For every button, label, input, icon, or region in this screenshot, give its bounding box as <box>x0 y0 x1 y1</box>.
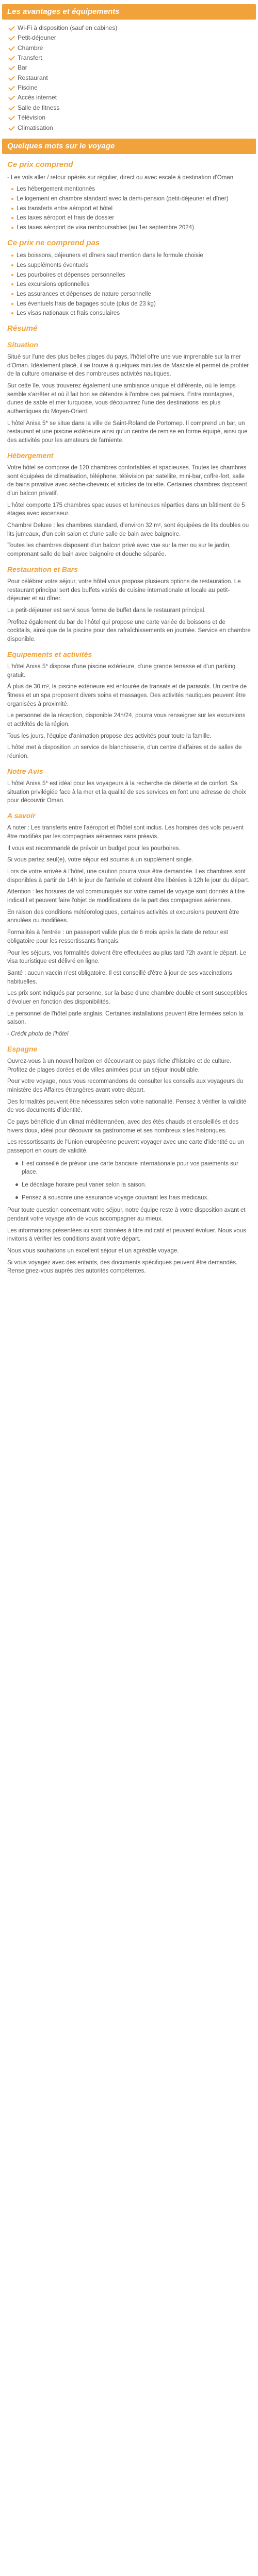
paragraph: Toutes les chambres disposent d'un balcon privé avec vue sur la mer ou sur le jardin, comprenant salle de bain avec baignoire et douche séparée. <box>7 543 231 558</box>
advantage-item: Piscine <box>8 83 258 92</box>
paragraph: Nous vous souhaitons un excellent séjour et un agréable voyage. <box>7 1247 179 1254</box>
situation-title: Situation <box>7 340 38 349</box>
paragraph: Attention : les horaires de vol communiqués sur votre carnet de voyage sont donnés à titre indicatif et peuvent faire l'objet de modifications de la part des compagnies aériennes. <box>7 889 245 904</box>
hebergement-title: Hébergement <box>7 451 54 460</box>
list-item: Les pourboires et dépenses personnelles <box>17 271 251 280</box>
comprend-intro: - Les vols aller / retour opérés sur régulier, direct ou avec escale à destination d'Oman <box>7 174 234 181</box>
check-icon <box>8 125 14 131</box>
advantages-title: Les avantages et équipements <box>2 4 256 20</box>
comprend-list <box>7 185 251 232</box>
paragraph: L'hôtel Anisa 5* dispose d'une piscine extérieure, d'une grande terrasse et d'un parking gratuit. <box>7 664 236 679</box>
check-icon <box>8 94 14 100</box>
resume-title: Résumé <box>7 324 38 333</box>
paragraph: Des formalités peuvent être nécessaires selon votre nationalité. Pensez à vérifier la validité de vos documents d'identité. <box>7 1098 247 1114</box>
list-item: Les suppléments éventuels <box>17 261 251 270</box>
paragraph: Si vous voyagez avec des enfants, des documents spécifiques peuvent être demandés. Renseignez-vous auprès des autorités compétentes. <box>7 1259 238 1275</box>
paragraph: Ouvrez-vous à un nouvel horizon en découvrant ce pays riche d'histoire et de culture. Profitez de plages dorées et de villes animées pour un séjour inoubliable. <box>7 1058 232 1073</box>
paragraph: Pour votre voyage, nous vous recommandons de consulter les conseils aux voyageurs du ministère des Affaires étrangères avant votre départ. <box>7 1078 244 1093</box>
comprend-title: Ce prix comprend <box>7 160 73 169</box>
restauration-title: Restauration et Bars <box>7 565 78 573</box>
list-item: Le logement en chambre standard avec la demi-pension (petit-déjeuner et dîner) <box>17 195 251 204</box>
paragraph: Pour les séjours, vos formalités doivent être effectuées au plus tard 72h avant le départ. Le visa touristique est délivré en ligne. <box>7 950 247 965</box>
list-item: Les assurances et dépenses de nature personnelle <box>17 290 251 299</box>
notre-avis-title: Notre Avis <box>7 767 43 775</box>
advantage-item: Wi-Fi à disposition (sauf en cabines) <box>8 24 258 32</box>
advantage-item: Restaurant <box>8 74 258 82</box>
paragraph: Le personnel de la réception, disponible 24h/24, pourra vous renseigner sur les excursions et activités de la région. <box>7 713 246 728</box>
paragraph: Sur cette île, vous trouverez également une ambiance unique et différente, où le temps semble s'arrêter et où il fait bon se détendre à l'ombre des palmiers. Entre montagnes, dunes de sable et mer turquoise, vous découvrirez l'une des destinations les plus authentiques du Moyen-Orient. <box>7 383 236 415</box>
photo-credit: - Crédit photo de l'hôtel <box>7 1030 69 1037</box>
list-item: Les transferts entre aéroport et hôtel <box>17 205 251 213</box>
a-savoir-title: A savoir <box>7 811 36 820</box>
check-icon <box>8 75 14 81</box>
list-item: Les hébergement mentionnés <box>17 185 251 194</box>
paragraph: Il vous est recommandé de prévoir un budget pour les pourboires. <box>7 845 181 852</box>
paragraph: Formalités à l'entrée : un passeport valide plus de 6 mois après la date de retour est obligatoire pour les ressortissants français. <box>7 929 228 944</box>
advantage-item: Transfert <box>8 54 258 62</box>
paragraph: À plus de 30 m², la piscine extérieure est entourée de transats et de parasols. Un centre de fitness et un spa proposent divers soins et massages. Des activités nautiques peuvent être organisées à proximité. <box>7 684 247 707</box>
espagne-title: Espagne <box>7 1044 38 1053</box>
advantage-item: Accès internet <box>8 93 258 102</box>
non-comprend-title: Ce prix ne comprend pas <box>7 238 100 247</box>
paragraph: Chambre Deluxe : les chambres standard, d'environ 32 m², sont équipées de lits doubles ou lits jumeaux, d'un coin salon et d'une salle de bain avec baignoire. <box>7 522 249 537</box>
paragraph: Profitez également du bar de l'hôtel qui propose une carte variée de boissons et de cocktails, ainsi que de la piscine pour des rafraîchissements en journée. Service en chambre disponible. <box>7 619 251 643</box>
paragraph: A noter : Les transferts entre l'aéroport et l'hôtel sont inclus. Les horaires des vols peuvent être modifiés par les compagnies aériennes sans préavis. <box>7 825 244 840</box>
paragraph: Lors de votre arrivée à l'hôtel, une caution pourra vous être demandée. Les chambres sont disponibles à partir de 14h le jour de l'arrivée et doivent être libérées à 12h le jour du départ. <box>7 869 250 884</box>
list-item: Les taxes aéroport de visa remboursables (au 1er septembre 2024) <box>17 224 251 232</box>
list-item: Les visas nationaux et frais consulaires <box>17 309 251 318</box>
check-icon <box>8 55 14 61</box>
paragraph: L'hôtel Anisa 5* se situe dans la ville de Saint-Roland de Portomep. Il comprend un bar, un restaurant et une piscine extérieure ainsi qu'un centre de remise en forme équipé, ainsi que des activités pour les amateurs de farniente. <box>7 420 248 444</box>
paragraph: Pour célébrer votre séjour, votre hôtel vous propose plusieurs options de restauration. Le restaurant principal sert des buffets variés de cuisine internationale et locale au petit-déjeuner et au dîner. <box>7 579 241 602</box>
paragraph: L'hôtel Anisa 5* est idéal pour les voyageurs à la recherche de détente et de confort. Sa situation privilégiée face à la mer et la qualité de ses services en font une adresse de choix pour découvrir Oman. <box>7 781 246 804</box>
check-icon <box>8 64 14 71</box>
paragraph: Les ressortissants de l'Union européenne peuvent voyager avec une carte d'identité ou un passeport en cours de validité. <box>7 1139 244 1154</box>
list-item: Pensez à souscrire une assurance voyage couvrant les frais médicaux. <box>22 1194 251 1202</box>
paragraph: Situé sur l'une des plus belles plages du pays, l'hôtel offre une vue imprenable sur la mer d'Oman. Idéalement placé, il se trouve à quelques minutes de Mascate et permet de profiter de la culture omanaise et des nombreuses activités nautiques. <box>7 354 249 378</box>
advantage-item: Chambre <box>8 44 258 53</box>
espagne-notes <box>7 1160 251 1202</box>
list-item: Les boissons, déjeuners et dîners sauf mention dans le formule choisie <box>17 251 251 260</box>
check-icon <box>8 35 14 41</box>
paragraph: Votre hôtel se compose de 120 chambres confortables et spacieuses. Toutes les chambres sont équipées de climatisation, téléphone, télévision par satellite, mini-bar, coffre-fort, salle de bains privative avec sèche-cheveux et articles de toilette. Certaines chambres disposent d'un balcon privatif. <box>7 465 247 497</box>
paragraph: Ce pays bénéficie d'un climat méditerranéen, avec des étés chauds et ensoleillés et des hivers doux, idéal pour découvrir sa gastronomie et ses nombreux sites historiques. <box>7 1118 239 1134</box>
check-icon <box>8 25 14 31</box>
check-icon <box>8 45 14 51</box>
paragraph: Les prix sont indiqués par personne, sur la base d'une chambre double et sont susceptibles d'évoluer en fonction des disponibilités. <box>7 990 248 1005</box>
comprend-section <box>0 159 258 1276</box>
list-item: Les éventuels frais de bagages soute (plus de 23 kg) <box>17 300 251 309</box>
advantage-item: Climatisation <box>8 124 258 132</box>
advantage-item: Bar <box>8 63 258 72</box>
paragraph: En raison des conditions météorologiques, certaines activités et excursions peuvent être annulées ou modifiées. <box>7 909 239 924</box>
advantages-list <box>0 24 258 132</box>
advantage-item: Petit-déjeuner <box>8 33 258 42</box>
list-item: Les excursions optionnelles <box>17 280 251 289</box>
non-comprend-list <box>7 251 251 318</box>
paragraph: Santé : aucun vaccin n'est obligatoire. Il est conseillé d'être à jour de ses vaccinations habituelles. <box>7 970 232 985</box>
paragraph: L'hôtel met à disposition un service de blanchisserie, d'un centre d'affaires et de salles de réunion. <box>7 744 242 760</box>
list-item: Il est conseillé de prévoir une carte bancaire internationale pour vos paiements sur place. <box>22 1160 251 1177</box>
check-icon <box>8 105 14 111</box>
list-item: Le décalage horaire peut varier selon la saison. <box>22 1181 251 1190</box>
paragraph: Le personnel de l'hôtel parle anglais. Certaines installations peuvent être fermées selon la saison. <box>7 1010 244 1026</box>
check-icon <box>8 114 14 121</box>
paragraph: Si vous partez seul(e), votre séjour est soumis à un supplément single. <box>7 857 194 863</box>
advantage-item: Télévision <box>8 113 258 122</box>
faq-title: Quelques mots sur le voyage <box>2 139 256 154</box>
paragraph: Tous les jours, l'équipe d'animation propose des activités pour toute la famille. <box>7 733 212 739</box>
paragraph: Pour toute question concernant votre séjour, notre équipe reste à votre disposition avant et pendant votre voyage afin de vous accompagner au mieux. <box>7 1207 246 1222</box>
advantage-item: Salle de fitness <box>8 104 258 112</box>
equipements-title: Equipements et activités <box>7 650 92 658</box>
check-icon <box>8 84 14 91</box>
list-item: Les taxes aéroport et frais de dossier <box>17 214 251 223</box>
paragraph: Le petit-déjeuner est servi sous forme de buffet dans le restaurant principal. <box>7 607 206 614</box>
paragraph: L'hôtel comporte 175 chambres spacieuses et lumineuses réparties dans un bâtiment de 5 étages avec ascenseur. <box>7 502 245 517</box>
paragraph: Les informations présentées ici sont données à titre indicatif et peuvent évoluer. Nous vous invitons à vérifier les conditions avant votre départ. <box>7 1227 246 1243</box>
